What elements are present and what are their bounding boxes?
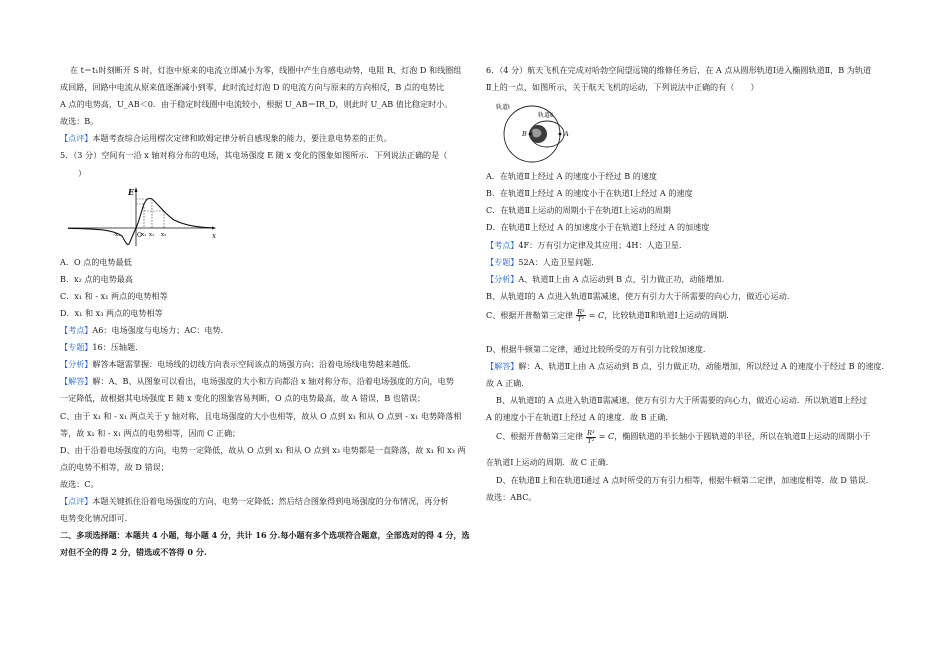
zhuanti-text: 16：压轴题．: [92, 342, 144, 353]
analysis-line: B、从轨道Ⅰ的 A 点进入轨道Ⅱ需减速，使万有引力大于所需要的向心力，做近心运动．: [486, 290, 795, 301]
option-a: A．在轨道Ⅱ上经过 A 的速度小于经过 B 的速度: [486, 171, 658, 182]
question-6-stem: Ⅱ上的一点，如图所示，关于航天飞机的运动，下列说法中正确的有（ ）: [486, 82, 759, 93]
answer-line: 故选：C。: [60, 478, 99, 489]
jieda-tag: 【解答】: [60, 376, 93, 387]
solution-line: 在 t＝t₁时刻断开 S 时，灯泡中原来的电流立即减小为零，线圈中产生自感电动势，电阻 R、灯泡 D 和线圈组: [70, 65, 462, 75]
jieda-text: 解：A、B、从图象可以看出，电场强度的大小和方向都沿 x 轴对称分布，沿着电场强度的方向，电势: [92, 376, 454, 387]
point-b-label: B: [522, 130, 527, 139]
origin-label: O: [137, 231, 142, 239]
fraction-rhs: = C: [588, 309, 605, 320]
x-axis-label: x: [212, 231, 216, 240]
solution-line: 一定降低，故根据其电场强度 E 随 x 变化的图象容易判断，O 点的电势最高，故 A 错误，B 也错误；: [60, 393, 426, 404]
fenxi-tag: 【分析】: [486, 273, 519, 284]
kepler-suffix: ，比较轨道Ⅱ和轨道Ⅰ上运动的周期．: [604, 309, 735, 320]
answer-line: 故选：B。: [60, 116, 99, 127]
answer-line: 故选：ABC。: [486, 491, 537, 502]
fraction-rhs: = C: [598, 431, 615, 442]
review-tag: 【点评】: [60, 133, 93, 144]
jieda-text: 解：A、轨道Ⅱ上由 A 点运动到 B 点，引力做正功，动能增加，所以经过 A 的速度小于经过 B 的速度．: [518, 361, 890, 372]
e-axis-label: E: [128, 186, 135, 197]
e-field-graph: [66, 186, 216, 248]
orbit-2-label: 轨道Ⅱ: [538, 112, 553, 120]
fenxi-tag: 【分析】: [60, 359, 93, 370]
review-text: 本题考查综合运用楞次定律和欧姆定律分析自感现象的能力，要注意电势差的正负。: [92, 133, 392, 144]
kaodian-text: 4F：万有引力定律及其应用；4H：人造卫星．: [518, 239, 688, 250]
review: [60, 497, 472, 505]
zhuanti-text: 52A：人造卫星问题．: [518, 256, 600, 267]
analysis: [60, 360, 472, 368]
fenxi-text: A、轨道Ⅱ上由 A 点运动到 B 点，引力做正功，动能增加．: [518, 273, 730, 284]
solution-line: D、由于沿着电场强度的方向，电势一定降低，故从 O 点到 x₁ 和从 O 点到 x₃ 电势都是一直降落，故 x₁ 和 x₃ 两: [60, 444, 466, 455]
solution-line: C、由于 x₁ 和 - x₁ 两点关于 y 轴对称，且电场强度的大小也相等，故从 O 点到 x₁ 和从 O 点到 - x₁ 电势降落相: [60, 410, 462, 421]
topic: [486, 258, 904, 266]
jieda-tag: 【解答】: [486, 361, 519, 372]
analysis-line: D、根据牛顿第二定律，通过比较所受的万有引力比较加速度．: [486, 343, 712, 354]
analysis: [486, 275, 904, 283]
solution: [60, 377, 472, 385]
analysis-kepler-line: [486, 309, 904, 323]
x3-label: x₃: [161, 231, 167, 238]
neg-x1-label: -x₁: [113, 231, 121, 238]
option-c: C．x₁ 和 - x₁ 两点的电势相等: [60, 290, 168, 301]
solution-line: A 点的电势高，U_AB＜0．由于稳定时线圈中电流较小，根据 U_AB＝IR_D，则此时 U_AB 值比稳定时小。: [60, 99, 453, 110]
kepler-suffix: ，椭圆轨道的半长轴小于圆轨道的半径，所以在轨道Ⅱ上运动的周期小于: [614, 431, 871, 442]
review-line: 电势变化情况即可．: [60, 513, 133, 524]
solution-line: 成回路，回路中电流从原来值逐渐减小到零，此时流过灯泡 D 的电流方向与原来的方向相反，B 点的电势比: [60, 82, 445, 93]
left-column: [60, 66, 472, 565]
y-axis-arrow: [135, 187, 138, 192]
question-5-stem-end: ）: [78, 167, 87, 178]
solution-line: 等，故 x₁ 和 - x₁ 两点的电势相等，因而 C 正确；: [60, 427, 241, 438]
knowledge-point: [486, 241, 904, 249]
kaodian-tag: 【考点】: [60, 325, 93, 336]
solution-line: 故 A 正确．: [486, 378, 530, 389]
solution-line: 在轨道Ⅰ上运动的周期．故 C 正确．: [486, 457, 614, 468]
question-6-stem: 6．（4 分）航天飞机在完成对哈勃空间望远镜的维修任务后，在 A 点从圆形轨道Ⅰ进入椭圆轨道Ⅱ，B 为轨道: [486, 65, 872, 75]
review-tag: 【点评】: [60, 495, 93, 506]
option-b: B．在轨道Ⅱ上经过 A 的速度小于在轨道Ⅰ上经过 A 的速度: [486, 188, 693, 199]
option-a: A．O 点的电势最低: [60, 256, 132, 267]
orbit-1-label: 轨道Ⅰ: [496, 104, 510, 112]
option-b: B．x₂ 点的电势最高: [60, 273, 133, 284]
knowledge-point: [60, 326, 472, 334]
section-heading: 二、多项选择题：本题共 4 小题，每小题 4 分，共计 16 分.每小题有多个选项符合题意，全部选对的得 4 分，选: [60, 530, 470, 541]
zhuanti-tag: 【专题】: [486, 256, 519, 267]
solution-line: B、从轨道Ⅰ的 A 点进入轨道Ⅱ需减速，使万有引力大于所需要的向心力，做近心运动．所以轨道Ⅱ上经过: [496, 395, 868, 406]
option-c: C．在轨道Ⅱ上运动的周期小于在轨道Ⅰ上运动的周期: [486, 205, 671, 216]
fraction-numerator: R³: [587, 429, 595, 438]
solution-kepler-line: [486, 430, 904, 444]
topic: [60, 343, 472, 351]
fenxi-text: 解答本题需掌握：电场线的切线方向表示空间该点的场强方向；沿着电场线电势越来越低．: [92, 359, 417, 370]
kaodian-text: A6：电场强度与电场力；AC：电势．: [92, 325, 229, 336]
section-heading: 对但不全的得 2 分，错选或不答得 0 分.: [60, 547, 207, 558]
fraction-numerator: R³: [577, 307, 585, 316]
kepler-fraction: [576, 309, 586, 323]
x1-label: x₁: [141, 231, 147, 238]
x-axis-arrow: [212, 226, 216, 229]
kepler-prefix: C、根据开普勒第三定律: [496, 431, 584, 442]
solution-line: D、在轨道Ⅱ上和在轨道Ⅰ通过 A 点时所受的万有引力相等，根据牛顿第二定律，加速度相等．故 D 错误．: [496, 474, 874, 485]
kepler-prefix: C、根据开普勒第三定律: [486, 309, 574, 320]
review-text: 本题关键抓住沿着电场强度的方向，电势一定降低；然后结合图象得到电场强度的分布情况，再分析: [92, 495, 449, 506]
review-line: [60, 134, 472, 142]
solution: [486, 362, 904, 370]
option-d: D．在轨道Ⅱ上经过 A 的加速度小于在轨道Ⅰ上经过 A 的加速度: [486, 222, 710, 233]
question-5-stem: 5．（3 分）空间有一沿 x 轴对称分布的电场，其电场强度 E 随 x 变化的图象如图所示．下列说法正确的是（: [60, 150, 448, 161]
solution-line: A 的速度小于在轨道Ⅰ上经过 A 的速度．故 B 正确．: [486, 412, 674, 423]
zhuanti-tag: 【专题】: [60, 342, 93, 353]
orbit-diagram: [494, 100, 604, 164]
point-a-marker: [559, 133, 562, 136]
point-a-label: A: [564, 130, 569, 139]
kepler-fraction: [586, 430, 596, 444]
point-b-marker: [529, 133, 532, 136]
kaodian-tag: 【考点】: [486, 239, 519, 250]
right-column: [486, 66, 904, 510]
x2-label: x₂: [149, 231, 155, 238]
solution-line: 点的电势不相等，故 D 错误；: [60, 461, 169, 472]
fraction-denominator: T²: [587, 436, 595, 445]
option-d: D．x₁ 和 x₃ 两点的电势相等: [60, 307, 163, 318]
fraction-denominator: T²: [577, 315, 585, 324]
